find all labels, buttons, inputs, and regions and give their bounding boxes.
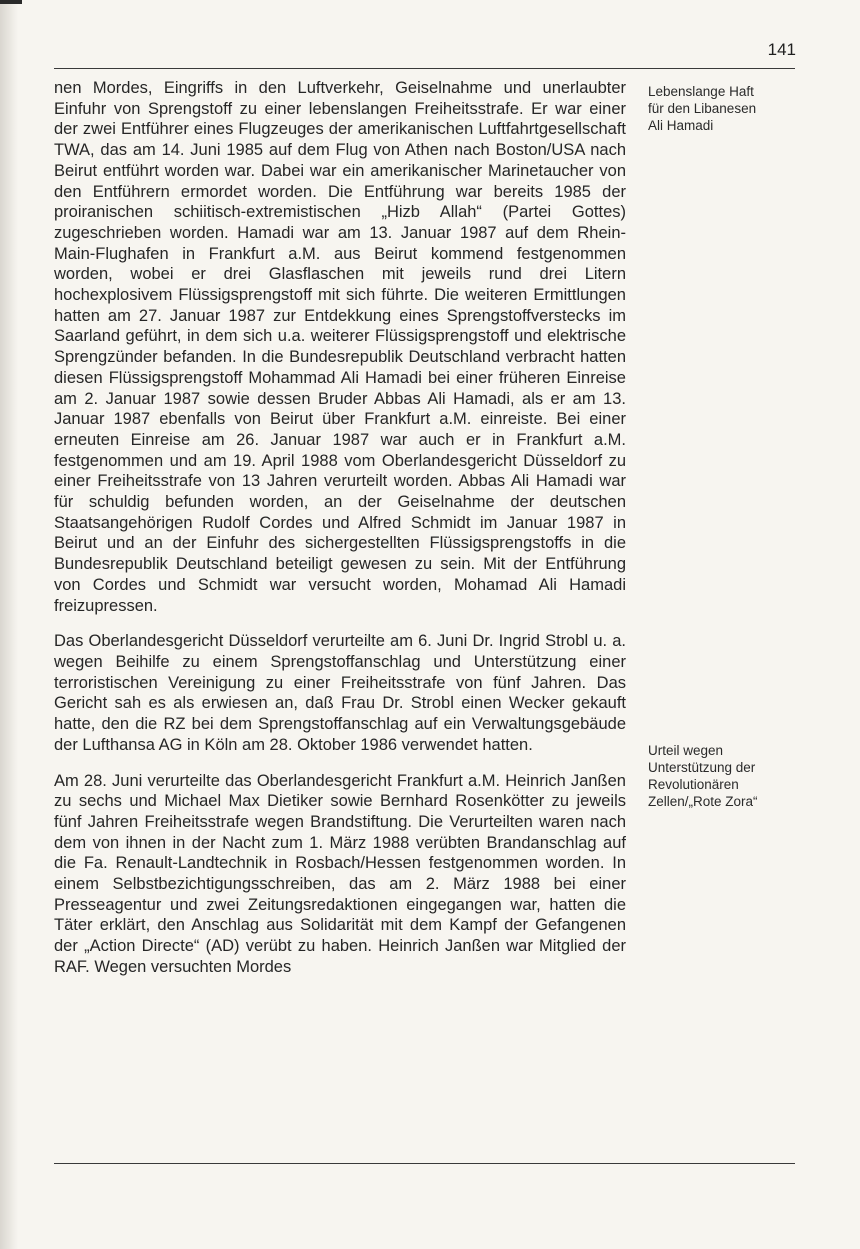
paragraph-hamadi: nen Mordes, Eingriffs in den Luftverkehr, Geiselnahme und unerlaubter Einfuhr von Sprengstoff zu einer lebenslangen Freiheitsstrafe. Er war einer der zwei Entführer eines Flugzeuges der amerikanischen Luftfahrtgesellschaft TWA, das am 14. Juni 1985 auf dem Flug von Athen nach Boston/USA nach Beirut entführt worden war. Dabei war ein amerikanischer Marinetaucher von den Entführern ermordet worden. Die Entführung war bereits 1985 der proiranischen schiitisch-extremistischen „Hizb Allah“ (Partei Gottes) zugeschrieben worden. Hamadi war am 13. Januar 1987 auf dem Rhein-Main-Flughafen in Frankfurt a.M. aus Beirut kommend festgenommen worden, wobei er drei Glasflaschen mit jeweils rund drei Litern hochexplosivem Flüssigsprengstoff mit sich führte. Die weiteren Ermittlungen hatten am 27. Januar 1987 zur Entdekkung eines Sprengstoffverstecks im Saarland geführt, in dem sich u.a. weiterer Flüssigsprengstoff und elektrische Sprengzünder befanden. In die Bundesrepublik Deutschland verbracht hatten diesen Flüssigsprengstoff Mohammad Ali Hamadi bei einer früheren Einreise am 2. Januar 1987 sowie dessen Bruder Abbas Ali Hamadi, als er am 13. Januar 1987 ebenfalls von Beirut über Frankfurt a.M. einreiste. Bei einer erneuten Einreise am 26. Januar 1987 war auch er in Frankfurt a.M. festgenommen und am 19. April 1988 vom Oberlandesgericht Düsseldorf zu einer Freiheitsstrafe von 13 Jahren verurteilt worden. Abbas Ali Hamadi war für schuldig befunden worden, an der Geiselnahme der deutschen Staatsangehörigen Rudolf Cordes und Alfred Schmidt im Januar 1987 in Beirut und an der Einfuhr des sichergestellten Flüssigsprengstoffs in die Bundesrepublik Deutschland beteiligt gewesen zu sein. Mit der Entführung von Cordes und Schmidt war versucht worden, Mohamad Ali Hamadi freizupressen. <box>54 79 626 615</box>
sidenote-line: Unterstützung der <box>648 760 756 775</box>
sidenote-line: für den Libanesen <box>648 101 757 116</box>
paragraph-janssen: Am 28. Juni verurteilte das Oberlandesgericht Frankfurt a.M. Heinrich Janßen zu sechs und Michael Max Dietiker sowie Bernhard Rosenkötter zu jeweils fünf Jahren Freiheitsstrafe wegen Brandstiftung. Die Verurteilten waren nach dem von ihnen in der Nacht zum 1. März 1988 verübten Brandanschlag auf die Fa. Renault-Landtechnik in Rosbach/Hessen festgenommen worden. In einem Selbstbezichtigungsschreiben, das am 2. März 1988 bei einer Presseagentur und zwei Zeitungsredaktionen eingegangen war, hatten die Täter erklärt, den Anschlag aus Solidarität mit dem Kampf der Gefangenen der „Action Directe“ (AD) verübt zu haben. Heinrich Janßen war Mitglied der RAF. Wegen versuchten Mordes <box>54 771 626 976</box>
sidenote-line: Zellen/„Rote Zora“ <box>648 794 758 809</box>
sidenote-line: Lebenslange Haft <box>648 84 754 99</box>
footer-rule <box>54 1163 795 1164</box>
sidenote-line: Urteil wegen <box>648 743 724 758</box>
page-gutter-shadow <box>0 0 18 1249</box>
corner-mark <box>0 0 22 4</box>
header-rule <box>54 68 795 69</box>
sidenote-rote-zora <box>648 742 798 810</box>
page-number: 141 <box>767 40 796 59</box>
paragraph-strobl: Das Oberlandesgericht Düsseldorf verurteilte am 6. Juni Dr. Ingrid Strobl u. a. wegen Beihilfe zu einem Sprengstoffanschlag und Unterstützung einer terroristischen Vereinigung zu einer Freiheitsstrafe von fünf Jahren. Das Gericht sah es als erwiesen an, daß Frau Dr. Strobl einen Wecker gekauft hatte, den die RZ bei dem Sprengstoffanschlag auf ein Verwaltungsgebäude der Lufthansa AG in Köln am 28. Oktober 1986 verwendet hatten. <box>54 632 626 754</box>
sidenote-line: Revolutionären <box>648 777 739 792</box>
main-text-column <box>54 78 626 978</box>
sidenote-hamadi <box>648 83 798 134</box>
sidenote-line: Ali Hamadi <box>648 118 714 133</box>
